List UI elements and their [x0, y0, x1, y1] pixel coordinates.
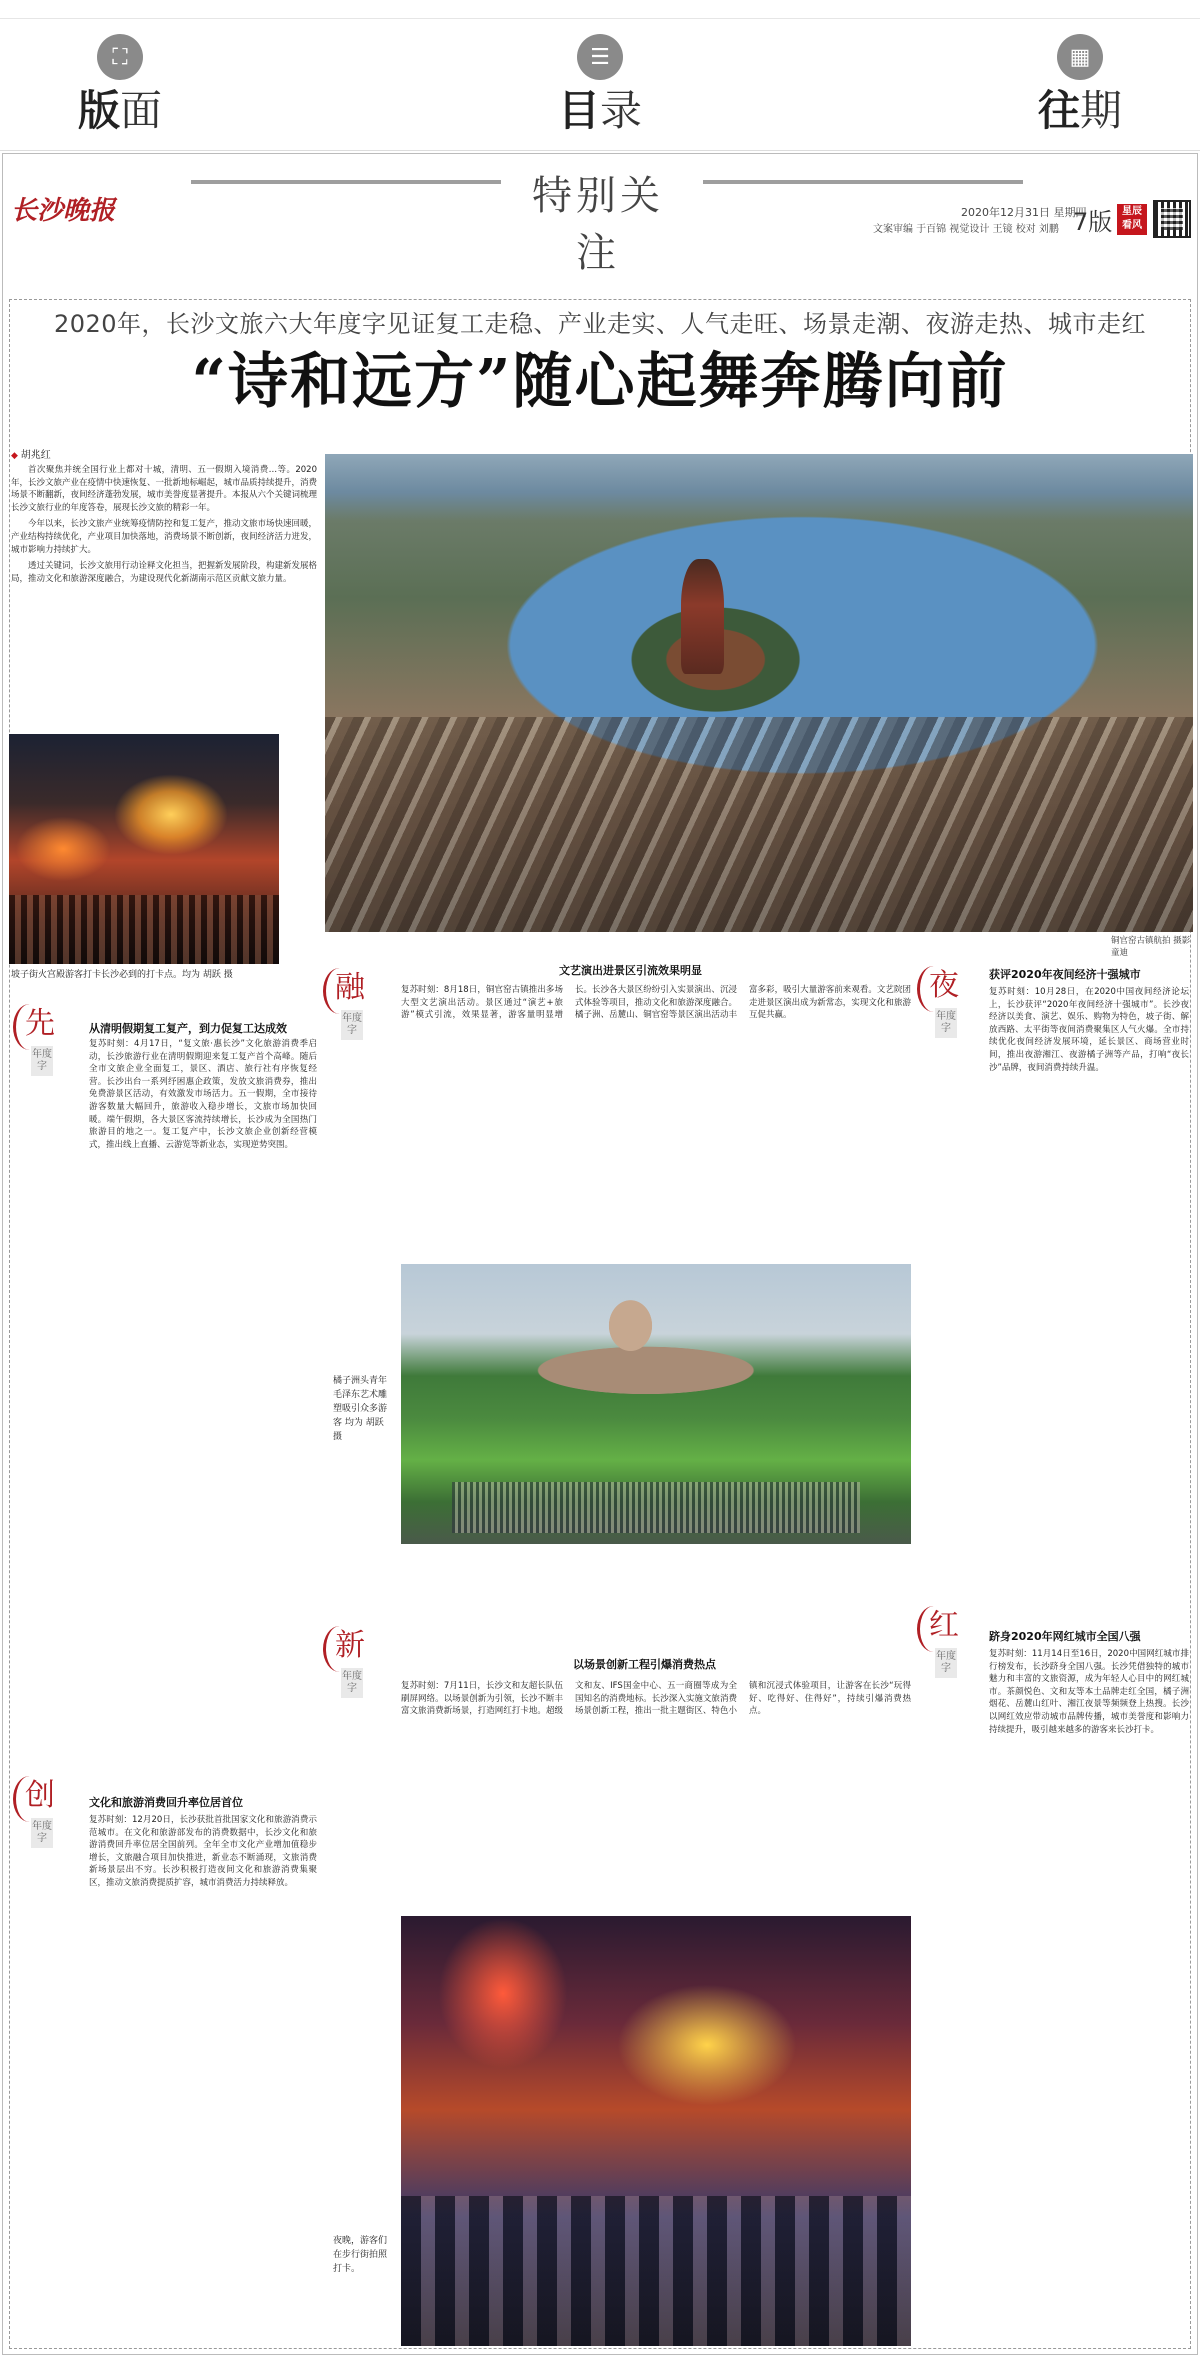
section-text: 复苏时刻：12月20日，长沙获批首批国家文化和旅游消费示范城市。在文化和旅游部发布的消费数据中，长沙文化和旅游消费回升率位居全国前列。全年全市文化产业增加值稳步增长，文旅融合项目加快推进，新业态不断涌现，文旅消费新场景层出不穷。长沙积极打造夜间文化和旅游消费集聚区，推动文旅消费提质扩容，城市消费活力持续释放。: [89, 1815, 317, 1888]
section-marker-chuang: [17, 1776, 85, 1848]
divider: [703, 180, 1023, 184]
brand-badge: 星辰 看风: [1117, 204, 1147, 235]
nav-label-bold: 往: [1037, 86, 1080, 135]
article-lead: [11, 464, 317, 724]
newspaper-page: [2, 153, 1198, 2355]
bracket-icon: [13, 1004, 46, 1050]
marker-char: 夜: [929, 968, 959, 1003]
bracket-icon: [323, 1626, 356, 1672]
marker-tag: 年度字: [341, 1668, 363, 1698]
section-title: 特别关注: [532, 173, 664, 276]
calendar-icon: ▦: [1057, 34, 1103, 80]
marker-char: 新: [335, 1628, 365, 1663]
bracket-icon: [13, 1776, 46, 1822]
bracket-icon: [917, 1606, 950, 1652]
lead-paragraph: 透过关键词，长沙文旅用行动诠释文化担当，把握新发展阶段，构建新发展格局，推动文化和旅游深度融合，为建设现代化新湖南示范区贡献文旅力量。: [11, 561, 317, 584]
nav-item-layout[interactable]: [40, 34, 200, 136]
section-title: 从清明假期复工复产，到力促复工达成效: [89, 1022, 287, 1035]
nav-label-bold: 目: [557, 86, 600, 135]
marker-char: 创: [25, 1778, 55, 1813]
photo-caption: 橘子洲头青年毛泽东艺术雕塑吸引众多游客 均为 胡跃 摄: [333, 1376, 388, 1442]
section-text: 复苏时刻：8月18日，铜官窑古镇推出多场大型文艺演出活动。景区通过“演艺+旅游”模式引流，效果显著，游客量明显增长。长沙各大景区纷纷引入实景演出、沉浸式体验等项目，推动文化和旅游深度融合。橘子洲、岳麓山、铜官窑等景区演出活动丰富多彩，吸引大量游客前来观看。文艺院团走进景区演出成为新常态，实现文化和旅游互促共赢。: [401, 985, 911, 1021]
masthead: [3, 154, 1197, 276]
divider: [0, 18, 1200, 19]
photo-caption: 坡子街火宫殿游客打卡长沙必到的打卡点。均为 胡跃 摄: [11, 970, 233, 980]
section-text: 复苏时刻：11月14日至16日，2020中国网红城市排行榜发布，长沙跻身全国八强。长沙凭借独特的城市魅力和丰富的文旅资源，成为年轻人心目中的网红城市。茶颜悦色、文和友等本土品牌走红全国，橘子洲烟花、岳麓山红叶、湘江夜景等频频登上热搜。长沙以网红效应带动城市品牌传播，城市美誉度和影响力持续提升，吸引越来越多的游客来长沙打卡。: [989, 1649, 1189, 1735]
byline: ◆ 胡兆红: [11, 446, 51, 461]
marker-tag: 年度字: [341, 1010, 363, 1040]
divider: [191, 180, 501, 184]
nav-item-contents[interactable]: [520, 34, 680, 136]
photo-caption: 夜晚，游客们在步行街拍照打卡。: [333, 2236, 388, 2274]
issue-date: 2020年12月31日 星期四: [961, 206, 1087, 219]
marker-tag: 年度字: [935, 1008, 957, 1038]
marker-tag: 年度字: [31, 1818, 53, 1848]
section-text: 复苏时刻：4月17日，“复文旅·惠长沙”文化旅游消费季启动，长沙旅游行业在清明假期迎来复工复产首个高峰。随后全市文旅企业全面复工，景区、酒店、旅行社有序恢复经营。长沙出台一系列纾困惠企政策，发放文旅消费券，推出免费游景区活动，有效激发市场活力。五一假期，全市接待游客数量大幅回升，旅游收入稳步增长，文旅市场加快回暖。端午假期，各大景区客流持续增长，长沙成为全国热门旅游目的地之一。复工复产中，长沙文旅企业创新经营模式，推出线上直播、云游览等新业态，实现逆势突围。: [89, 1039, 317, 1150]
section-text: 复苏时刻：10月28日，在2020中国夜间经济论坛上，长沙获评“2020年夜间经济十强城市”。长沙夜经济以美食、演艺、娱乐、购物为特色，坡子街、解放西路、太平街等夜间消费聚集区人气火爆。全市持续优化夜间经济发展环境，延长景区、商场营业时间，推出夜游湘江、夜游橘子洲等产品，打响“夜长沙”品牌，夜间消费持续升温。: [989, 987, 1189, 1073]
section-marker-hong: [921, 1606, 989, 1678]
qr-code-icon: [1153, 200, 1191, 238]
section-title: 以场景创新工程引爆消费热点: [573, 1658, 716, 1671]
section-marker-ye: [921, 966, 989, 1038]
section-marker-xian: [17, 1004, 85, 1076]
lead-paragraph: 今年以来，长沙文旅产业统筹疫情防控和复工复产，推动文旅市场快速回暖，产业结构持续优化，产业项目加快落地，消费场景不断创新，夜间经济活力迸发，城市影响力持续扩大。: [11, 519, 317, 555]
bracket-icon: [323, 968, 356, 1014]
statue-photo: [401, 1264, 911, 1544]
article-headline: “诗和远方”随心起舞奔腾向前: [191, 347, 1009, 417]
nav-label-bold: 版: [77, 86, 120, 135]
lake-aerial-photo: [325, 454, 1193, 932]
street-night-photo: [401, 1916, 911, 2346]
photo-caption: 铜官窑古镇航拍 摄影 童迪: [1111, 936, 1191, 958]
marker-char: 先: [25, 1006, 55, 1041]
nav-label-rest: 面: [120, 86, 163, 135]
section-text: 复苏时刻：7月11日，长沙文和友超长队伍刷屏网络。以场景创新为引领，长沙不断丰富文旅消费新场景，打造网红打卡地。超级文和友、IFS国金中心、五一商圈等成为全国知名的消费地标。长沙深入实施文旅消费场景创新工程，推出一批主题街区、特色小镇和沉浸式体验项目，让游客在长沙“玩得好、吃得好、住得好”，持续引爆消费热点。: [401, 1681, 911, 1717]
night-street-photo: [9, 734, 279, 964]
nav-label-rest: 期: [1080, 86, 1123, 135]
section-title: 跻身2020年网红城市全国八强: [989, 1630, 1141, 1643]
newspaper-logo: 长沙晚报: [11, 196, 116, 226]
section-title: 文化和旅游消费回升率位居首位: [89, 1796, 243, 1809]
section-title: 文艺演出进景区引流效果明显: [559, 964, 702, 977]
bracket-icon: [917, 966, 950, 1012]
nav-label-rest: 录: [600, 86, 643, 135]
lead-paragraph: 首次聚焦并统全国行业上都对十城，清明、五一假期入境消费…等。2020年，长沙文旅产业在疫情中快速恢复、一批新地标崛起，城市品质持续提升，消费场景不断翻新，夜间经济蓬勃发展，城市美誉度显著提升。本报从六个关键词梳理长沙文旅行业的年度答卷，展现长沙文旅的精彩一年。: [11, 465, 317, 513]
article-subhead: 2020年，长沙文旅六大年度字见证复工走稳、产业走实、人气走旺、场景走潮、夜游走热、城市走红: [53, 310, 1147, 338]
marker-char: 融: [335, 970, 365, 1005]
layout-icon: ⛶: [97, 34, 143, 80]
top-nav: [0, 0, 1200, 151]
nav-item-archive[interactable]: [1000, 34, 1160, 136]
section-marker-rong: [327, 968, 395, 1040]
marker-tag: 年度字: [935, 1648, 957, 1678]
marker-tag: 年度字: [31, 1046, 53, 1076]
list-icon: ☰: [577, 34, 623, 80]
section-title: 获评2020年夜间经济十强城市: [989, 968, 1141, 981]
page-number: 7版: [1073, 208, 1113, 236]
section-marker-xin: [327, 1626, 395, 1698]
editor-info: 文案审编 于百锦 视觉设计 王镜 校对 刘鹏: [873, 224, 1059, 235]
marker-char: 红: [929, 1608, 959, 1643]
